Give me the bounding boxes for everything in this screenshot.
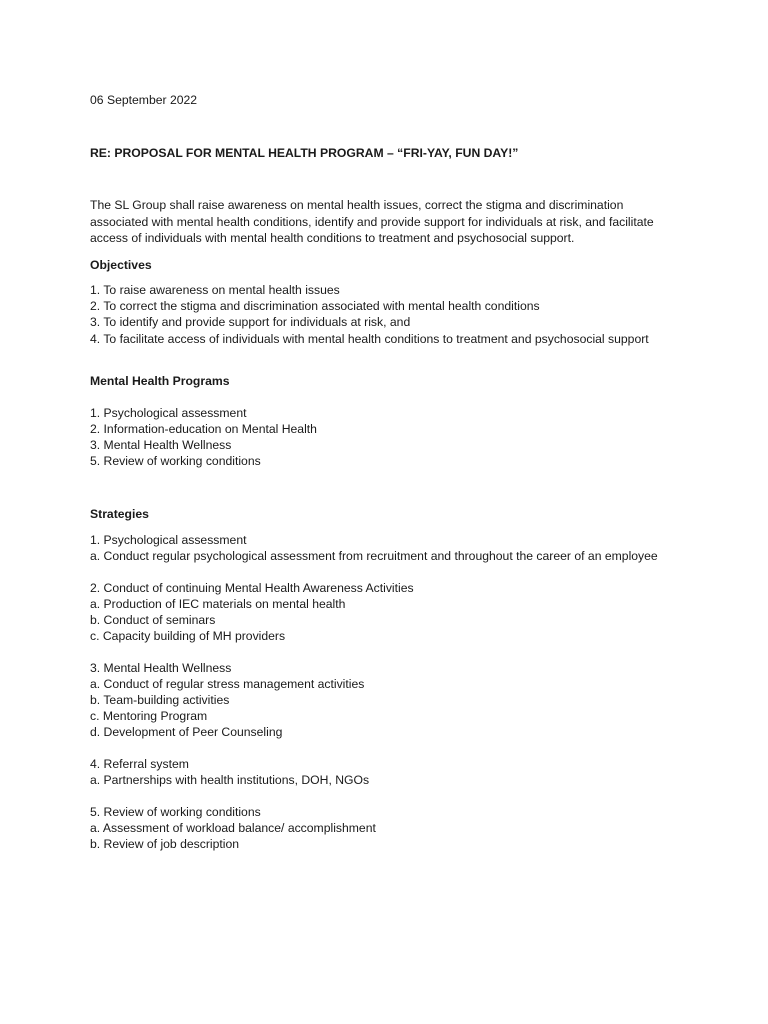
letter-subject: RE: PROPOSAL FOR MENTAL HEALTH PROGRAM – “FRI-YAY, FUN DAY!” [90, 146, 519, 160]
strategy-subitem: b. Team-building activities [90, 693, 230, 707]
letter-date: 06 September 2022 [90, 93, 198, 107]
strategy-subitem: a. Production of IEC materials on mental health [90, 597, 346, 611]
strategy-subitem: b. Review of job description [90, 837, 240, 851]
strategy-title: 5. Review of working conditions [90, 805, 261, 819]
strategy-title: 3. Mental Health Wellness [90, 661, 232, 675]
intro-line: access of individuals with mental health conditions to treatment and psychosocial support. [90, 231, 575, 245]
programs-heading: Mental Health Programs [90, 374, 230, 388]
strategy-title: 2. Conduct of continuing Mental Health Awareness Activities [90, 581, 414, 595]
objective-item: 1. To raise awareness on mental health issues [90, 283, 340, 297]
objective-item: 3. To identify and provide support for individuals at risk, and [90, 315, 411, 329]
objective-item: 4. To facilitate access of individuals with mental health conditions to treatment and psychosocial support [90, 332, 649, 346]
objectives-heading: Objectives [90, 258, 152, 272]
strategy-subitem: c. Mentoring Program [90, 709, 208, 723]
strategy-subitem: a. Assessment of workload balance/ accomplishment [90, 821, 376, 835]
program-item: 3. Mental Health Wellness [90, 438, 232, 452]
strategy-subitem: a. Partnerships with health institutions, DOH, NGOs [90, 773, 370, 787]
strategy-subitem: d. Development of Peer Counseling [90, 725, 283, 739]
intro-line: associated with mental health conditions, identify and provide support for individuals at risk, and facilitate [90, 215, 654, 229]
intro-line: The SL Group shall raise awareness on mental health issues, correct the stigma and discrimination [90, 198, 624, 212]
strategy-subitem: b. Conduct of seminars [90, 613, 216, 627]
strategy-subitem: c. Capacity building of MH providers [90, 629, 286, 643]
program-item: 2. Information-education on Mental Health [90, 422, 317, 436]
strategy-title: 4. Referral system [90, 757, 189, 771]
program-item: 1. Psychological assessment [90, 406, 247, 420]
program-item: 5. Review of working conditions [90, 454, 261, 468]
strategy-subitem: a. Conduct of regular stress management activities [90, 677, 365, 691]
objective-item: 2. To correct the stigma and discrimination associated with mental health conditions [90, 299, 540, 313]
strategy-title: 1. Psychological assessment [90, 533, 247, 547]
strategies-heading: Strategies [90, 507, 149, 521]
strategy-subitem: a. Conduct regular psychological assessment from recruitment and throughout the career of an employee [90, 549, 658, 563]
